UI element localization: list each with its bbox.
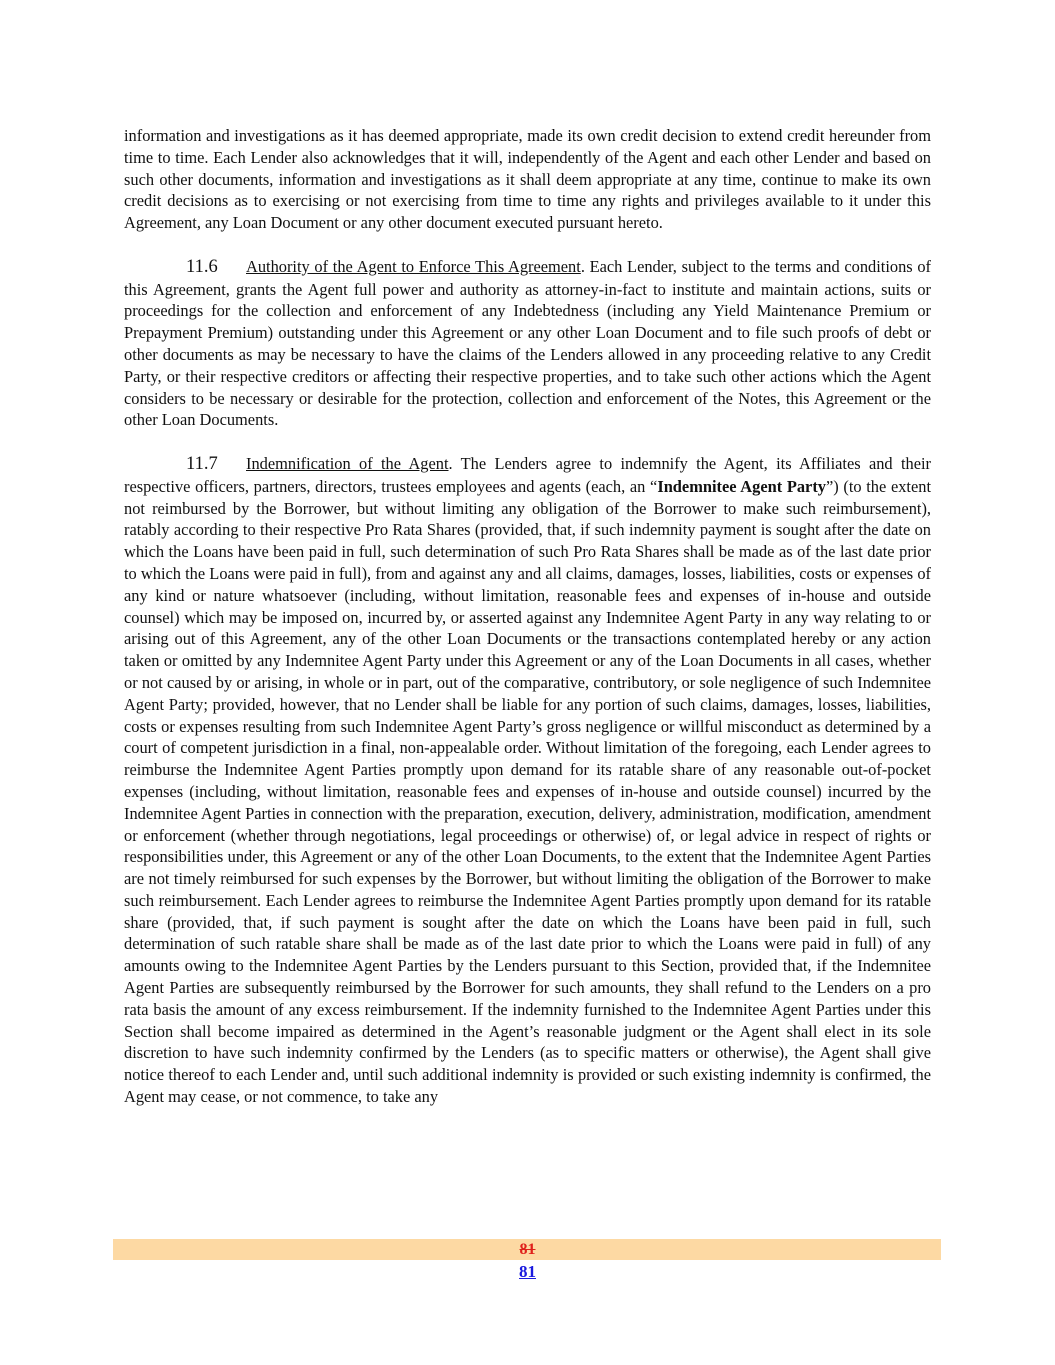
paragraph-gap (124, 431, 931, 453)
intro-paragraph: information and investigations as it has deemed appropriate, made its own credit decision to extend credit hereunder from time to time. Each Lender also acknowledges that it will, independently of the Agent and each other Lender and based on such other documents, information and investigations as it shall deem appropriate at any time, continue to make its own credit decisions as to exercising or not exercising from time to time any rights and privileges available to it under this Agreement, any Loan Document or any other document executed pursuant hereto. (124, 126, 931, 233)
section-11-6 (124, 256, 931, 431)
paragraph-gap (124, 234, 931, 256)
deleted-page-number: 81 (519, 1241, 536, 1258)
section-number: 11.7 (186, 453, 218, 474)
document-body (124, 125, 931, 1108)
section-title: Authority of the Agent to Enforce This Agreement (246, 256, 581, 276)
inserted-page-number: 81 (519, 1262, 536, 1281)
defined-term: Indemnitee Agent Party (657, 476, 826, 496)
section-body: . Each Lender, subject to the terms and conditions of this Agreement, grants the Agent full power and authority as attorney-in-fact to institute and maintain actions, suits or proceedings for the collection and enforcement of any Indebtedness (including any Yield Maintenance Premium or Prepayment Premium) outstanding under this Agreement or any other Loan Document and to file such proofs of debt or other documents as may be necessary to have the claims of the Lenders allowed in any proceeding relative to any Credit Party, or their respective creditors or affecting their respective properties, and to take such other actions which the Agent considers to be necessary or desirable for the protection, collection and enforcement of the Notes, this Agreement or the other Loan Documents. (124, 256, 932, 430)
section-title: Indemnification of the Agent (246, 453, 449, 473)
section-11-7 (124, 453, 931, 1108)
section-number: 11.6 (186, 256, 218, 277)
section-body-start: . The Lenders agree to indemnify the Agent, its Affiliates and their respective officers, partners, directors, trustees employees and agents (each, an “ (124, 453, 931, 496)
section-body-rest: ”) (to the extent not reimbursed by the Borrower, but without limiting any obligation of the Borrower to make such reimbursement), ratably according to their respective Pro Rata Shares (provided, that, if such indemnity payment is sought after the date on which the Loans have been paid in full, such determination of such Pro Rata Shares shall be made as of the last date prior to which the Loans were paid in full), from and against any and all claims, damages, losses, liabilities, costs or expenses of any kind or nature whatsoever (including, without limitation, reasonable fees and expenses of in-house and outside counsel) which may be imposed on, incurred by, or asserted against any Indemnitee Agent Party in any way relating to or arising out of this Agreement, any of the other Loan Documents or the transactions contemplated hereby or any action taken or omitted by any Indemnitee Agent Party under this Agreement or any of the Loan Documents in all cases, whether or not caused by or arising, in whole or in part, out of the comparative, contributory, or sole negligence of such Indemnitee Agent Party; provided, however, that no Lender shall be liable for any portion of such claims, damages, losses, liabilities, costs or expenses resulting from such Indemnitee Agent Party’s gross negligence or willful misconduct as determined by a court of competent jurisdiction in a final, non-appealable order. Without limitation of the foregoing, each Lender agrees to reimburse the Indemnitee Agent Parties promptly upon demand for its ratable share of any reasonable out-of-pocket expenses (including, without limitation, reasonable fees and expenses of in-house and outside counsel) incurred by the Indemnitee Agent Parties in connection with the preparation, execution, delivery, administration, modification, amendment or enforcement (whether through negotiations, legal proceedings or otherwise) of, or legal advice in respect of rights or responsibilities under, this Agreement or any of the other Loan Documents, to the extent that the Indemnitee Agent Parties are not timely reimbursed for such expenses by the Borrower, but without limiting the obligation of the Borrower to make such reimbursement. Each Lender agrees to reimburse the Indemnitee Agent Parties promptly upon demand for its ratable share (provided, that, if such payment is sought after the date on which the Loans have been paid in full, such determination of such ratable share shall be made as of the last date prior to which the Loans were paid in full) of any amounts owing to the Indemnitee Agent Parties by the Lenders pursuant to this Section, provided that, if the Indemnitee Agent Parties are subsequently reimbursed by the Borrower for such amounts, they shall refund to the Lenders on a pro rata basis the amount of any excess reimbursement. If the indemnity furnished to the Indemnitee Agent Parties under this Section shall become impaired as determined in the Agent’s reasonable judgment or the Agent shall elect in its sole discretion to have such indemnity confirmed by the Lenders (as to specific matters or otherwise), the Agent shall give notice thereof to each Lender and, until such additional indemnity is provided or such existing indemnity is confirmed, the Agent may cease, or not commence, to take any (124, 476, 931, 1107)
